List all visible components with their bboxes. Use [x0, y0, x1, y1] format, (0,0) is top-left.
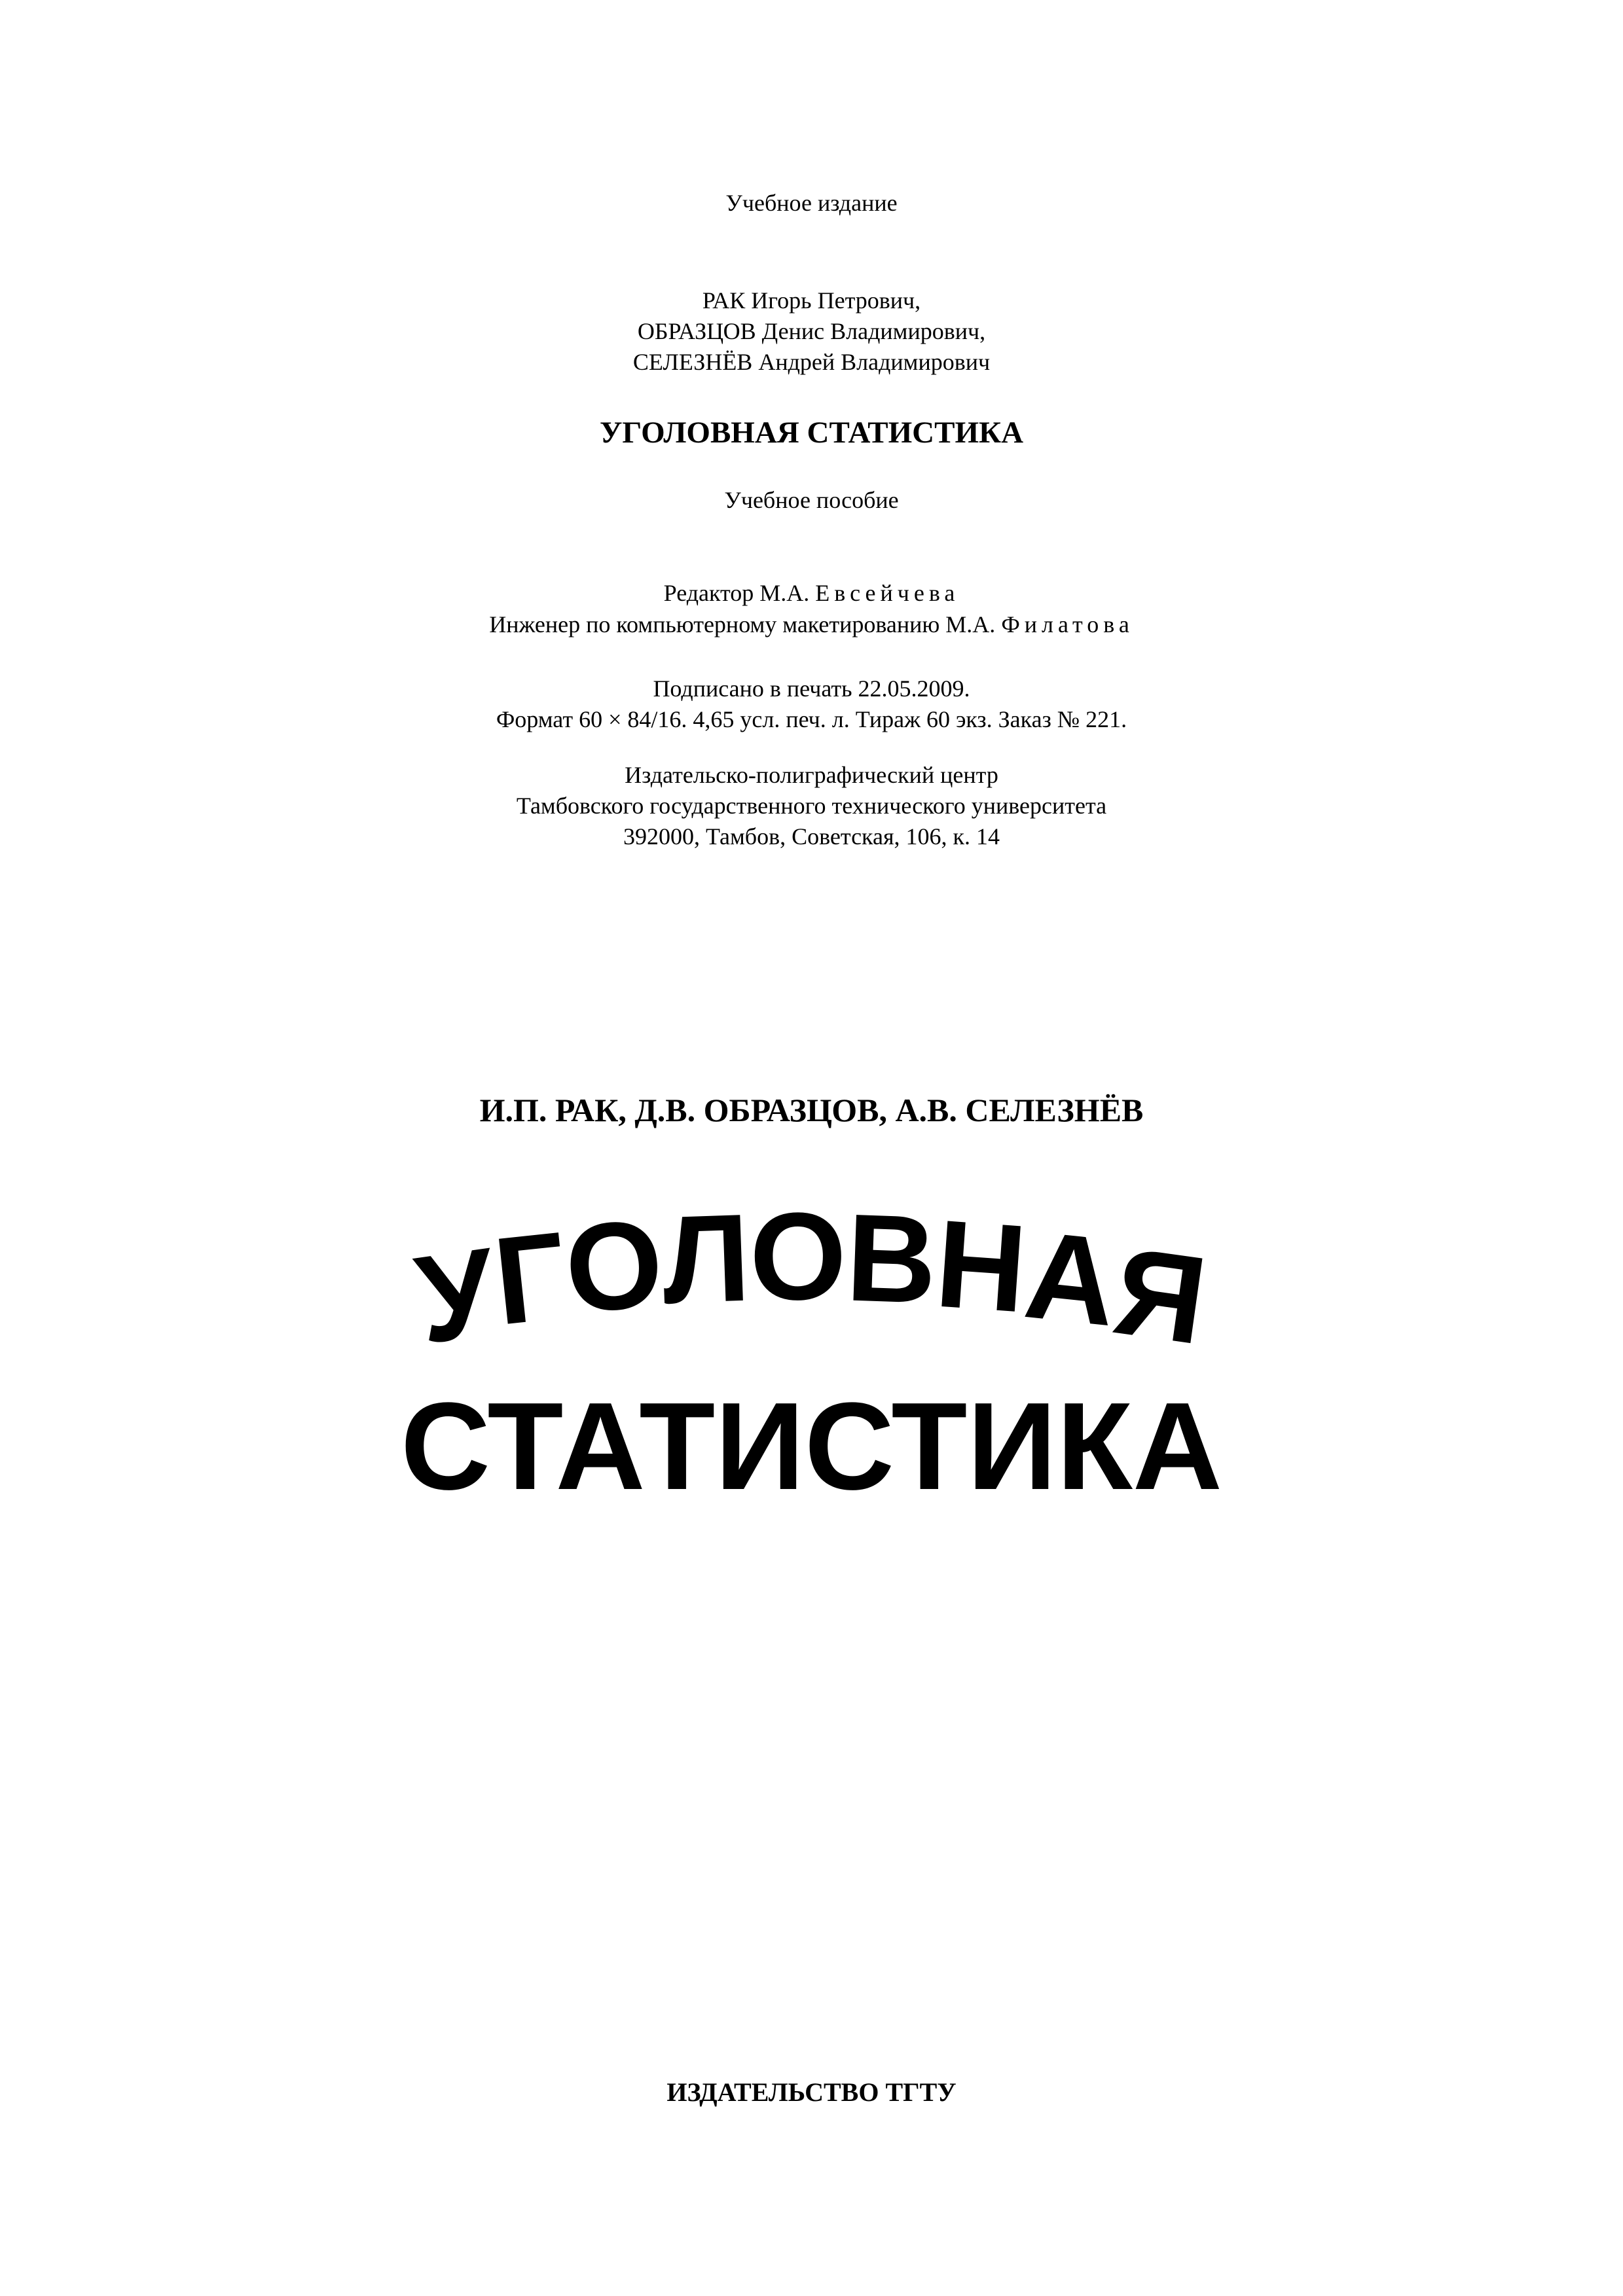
publisher-line-3: 392000, Тамбов, Советская, 106, к. 14 [623, 823, 1000, 850]
editor-line [0, 579, 1623, 607]
editor-label: Редактор М.А. [663, 580, 810, 606]
big-title-line-1 [0, 1187, 1623, 1371]
big-title-letter: У [408, 1221, 505, 1371]
big-title-letter: Г [488, 1206, 573, 1352]
publisher-line-1: Издательско-полиграфический центр [625, 762, 998, 788]
publisher-line-2: Тамбовского государственного технического университета [516, 793, 1107, 819]
engineer-line [0, 610, 1623, 639]
author-full-2: ОБРАЗЦОВ Денис Владимирович, [637, 318, 986, 344]
edition-type: Учебное издание [725, 190, 898, 216]
big-title-word-1 [408, 1187, 1215, 1371]
imprint-subtitle: Учебное пособие [724, 487, 899, 513]
engineer-label: Инженер по компьютерному макетированию М.А. [489, 611, 996, 637]
big-title-word-2: СТАТИСТИКА [400, 1377, 1223, 1516]
signed-date: Подписано в печать 22.05.2009. [653, 675, 970, 702]
publisher-name: ИЗДАТЕЛЬСТВО ТГТУ [666, 2077, 957, 2107]
big-title-letter: Л [660, 1188, 752, 1331]
big-title-letter: В [844, 1188, 939, 1331]
big-title-letter: О [560, 1194, 667, 1339]
author-full-1: РАК Игорь Петрович, [702, 287, 921, 314]
print-format: Формат 60 × 84/16. 4,65 усл. печ. л. Тираж 60 экз. Заказ № 221. [496, 706, 1127, 732]
engineer-surname: Филатова [1001, 611, 1134, 637]
editor-surname: Евсейчева [815, 580, 960, 606]
big-title-letter: О [750, 1187, 847, 1326]
big-title-letter: Я [1106, 1221, 1215, 1371]
author-full-3: СЕЛЕЗНЁВ Андрей Владимирович [632, 349, 991, 375]
authors-short: И.П. РАК, Д.В. ОБРАЗЦОВ, А.В. СЕЛЕЗНЁВ [479, 1092, 1144, 1128]
imprint-title: УГОЛОВНАЯ СТАТИСТИКА [599, 416, 1024, 450]
big-title-letter: Н [931, 1194, 1031, 1339]
big-title-letter: А [1019, 1205, 1123, 1353]
big-title-line-2 [0, 1374, 1623, 1518]
